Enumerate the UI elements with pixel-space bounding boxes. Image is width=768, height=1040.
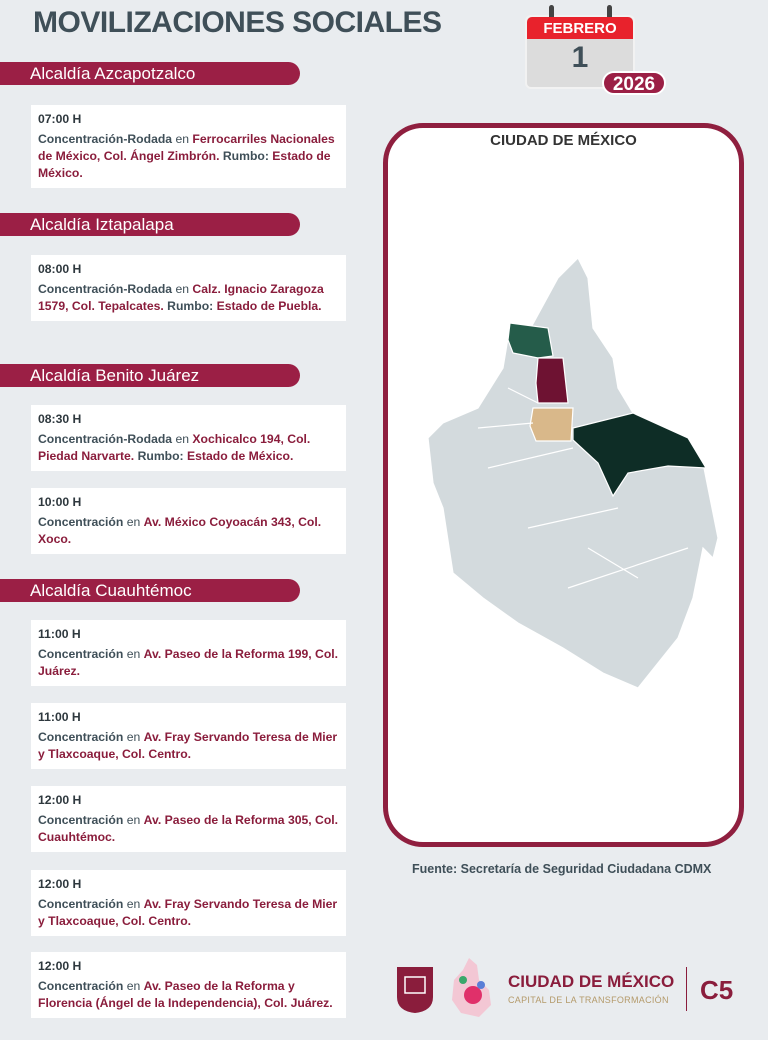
event-location: Av. Fray Servando Teresa de Mier y Tlaxcoaque, Col. Centro. [38, 897, 338, 928]
event-location: Av. México Coyoacán 343, Col. Xoco. [38, 515, 322, 546]
event-text: Rumbo: [219, 149, 273, 163]
event-text: Rumbo: [134, 449, 188, 463]
event-text: en [172, 132, 193, 146]
event-text: Concentración [38, 647, 124, 661]
event-text: en [172, 432, 193, 446]
event-text: Concentración [38, 515, 124, 529]
event-text: en [123, 979, 144, 993]
event-text: Concentración-Rodada [38, 132, 173, 146]
event-time: 12:00 H [38, 793, 82, 807]
map-region-benito-juarez [530, 408, 573, 441]
footer-logos [392, 955, 742, 1020]
event-time: 11:00 H [38, 627, 81, 641]
event-text: Concentración-Rodada [38, 282, 173, 296]
event-location: Av. Paseo de la Reforma y Florencia (Ángel de la Independencia), Col. Juárez. [38, 979, 333, 1010]
event-text: Concentración [38, 979, 124, 993]
cdmx-colorful-logo [449, 955, 494, 1020]
event-location: Av. Paseo de la Reforma 305, Col. Cuauhtémoc. [38, 813, 339, 844]
event-location: Estado de México. [38, 149, 331, 180]
event-card [31, 870, 346, 936]
map-region-cuauhtemoc [536, 358, 568, 403]
event-text: en [123, 647, 144, 661]
event-card [31, 488, 346, 554]
calendar-day: 1 [571, 41, 589, 74]
cdmx-map [388, 128, 739, 842]
c5-logo: C5 [700, 975, 734, 1005]
event-location: Calz. Ignacio Zaragoza 1579, Col. Tepalcates. [38, 282, 324, 313]
event-time: 11:00 H [38, 710, 81, 724]
brand-name: CIUDAD DE MÉXICO [508, 972, 675, 991]
event-text: en [123, 730, 144, 744]
source-note: Fuente: Secretaría de Seguridad Ciudadana CDMX [412, 862, 712, 876]
event-text: en [123, 813, 144, 827]
page-title: MOVILIZACIONES SOCIALES [33, 6, 442, 39]
event-card [31, 952, 346, 1018]
event-card [31, 620, 346, 686]
event-text: Concentración [38, 730, 124, 744]
event-text: Concentración [38, 813, 124, 827]
event-card [31, 255, 346, 321]
coat-of-arms-icon [395, 965, 435, 1015]
event-time: 12:00 H [38, 959, 82, 973]
event-text: en [123, 515, 144, 529]
event-location: Estado de México. [187, 449, 294, 463]
event-time: 08:30 H [38, 412, 82, 426]
section-header: Alcaldía Cuauhtémoc [0, 579, 300, 602]
map-panel [383, 123, 744, 847]
event-location: Estado de Puebla. [216, 299, 322, 313]
brand-tagline: CAPITAL DE LA TRANSFORMACIÓN [508, 995, 669, 1005]
event-text: Concentración-Rodada [38, 432, 173, 446]
event-text: en [172, 282, 193, 296]
map-region-azcapotzalco [508, 323, 553, 358]
event-location: Ferrocarriles Nacionales de México, Col. Ángel Zimbrón. [38, 132, 335, 163]
event-text: en [123, 897, 144, 911]
section-header: Alcaldía Iztapalapa [0, 213, 300, 236]
event-location: Av. Fray Servando Teresa de Mier y Tlaxcoaque, Col. Centro. [38, 730, 338, 761]
calendar-year: 2026 [602, 71, 666, 95]
event-text: Rumbo: [163, 299, 217, 313]
map-region-other [428, 258, 718, 688]
section-header: Alcaldía Azcapotzalco [0, 62, 300, 85]
calendar-month: FEBRERO [527, 17, 633, 39]
event-card [31, 703, 346, 769]
event-text: Concentración [38, 897, 124, 911]
event-card [31, 105, 346, 188]
event-time: 10:00 H [38, 495, 82, 509]
divider [686, 967, 687, 1011]
event-time: 08:00 H [38, 262, 82, 276]
event-time: 07:00 H [38, 112, 82, 126]
event-location: Av. Paseo de la Reforma 199, Col. Juárez. [38, 647, 339, 678]
event-card [31, 405, 346, 471]
map-title: CIUDAD DE MÉXICO [490, 132, 637, 149]
event-time: 12:00 H [38, 877, 82, 891]
event-card [31, 786, 346, 852]
section-header: Alcaldía Benito Juárez [0, 364, 300, 387]
event-location: Xochicalco 194, Col. Piedad Narvarte. [38, 432, 311, 463]
